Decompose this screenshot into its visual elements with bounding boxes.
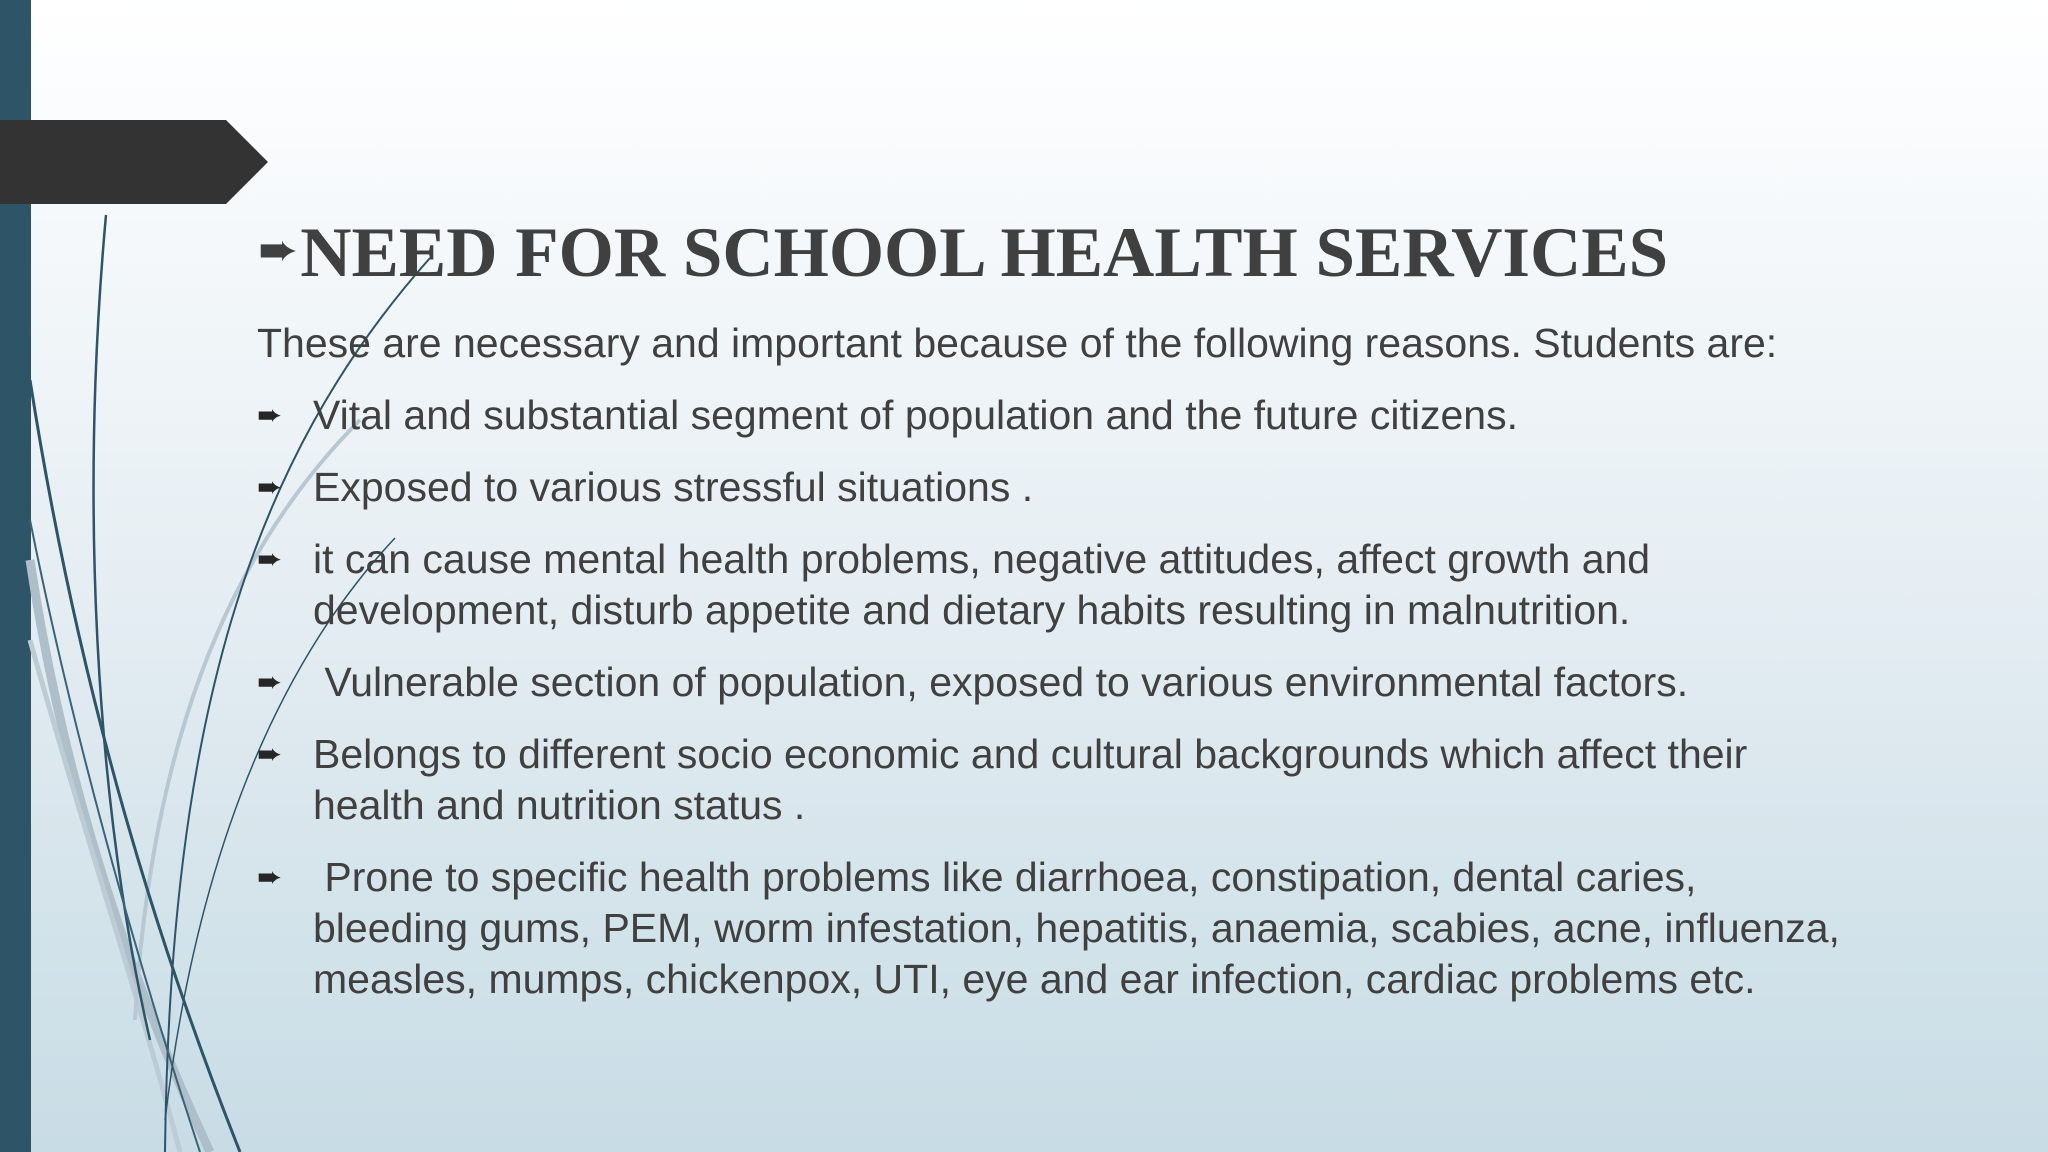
bullet-text: Vital and substantial segment of population and the future citizens. xyxy=(313,392,1518,438)
bullet-text: Prone to specific health problems like diarrhoea, constipation, dental caries, bleeding gums, PEM, worm infestation, hepatitis, anaemia, scabies, acne, influenza, measles, mumps, chickenpox, UTI, eye and ear infection, cardiac problems etc. xyxy=(313,854,1852,1002)
slide-title xyxy=(258,205,1668,298)
decor-curve-dark-2 xyxy=(94,215,150,1040)
bullet-item xyxy=(257,462,1857,513)
decor-curve-light-1 xyxy=(30,560,210,1152)
bullet-item xyxy=(257,852,1857,1005)
arrow-bullet-icon: ➨ xyxy=(257,737,283,772)
bullet-item xyxy=(257,657,1857,708)
intro-text: These are necessary and important because of the following reasons. Students are: xyxy=(257,320,1778,366)
arrow-bullet-icon: ➨ xyxy=(258,222,299,278)
bullet-item xyxy=(257,534,1857,636)
bullet-text: Belongs to different socio economic and cultural backgrounds which affect their health and nutrition status . xyxy=(313,731,1748,828)
bullet-list xyxy=(257,390,1857,1026)
title-tab xyxy=(0,0,270,1152)
left-accent-bar xyxy=(0,0,31,1152)
decor-curve-dark-4 xyxy=(30,520,200,1152)
arrow-bullet-icon: ➨ xyxy=(257,470,283,505)
bullet-text: it can cause mental health problems, negative attitudes, affect growth and development, disturb appetite and dietary habits resulting in malnutrition. xyxy=(313,536,1651,633)
arrow-bullet-icon: ➨ xyxy=(257,398,283,433)
bullet-text: Exposed to various stressful situations . xyxy=(313,464,1034,510)
bullet-item xyxy=(257,390,1857,441)
arrow-bullet-icon: ➨ xyxy=(257,542,283,577)
arrow-bullet-icon: ➨ xyxy=(257,860,283,895)
bullet-text: Vulnerable section of population, exposed to various environmental factors. xyxy=(313,659,1689,705)
slide-title-text: NEED FOR SCHOOL HEALTH SERVICES xyxy=(300,214,1669,292)
bullet-item xyxy=(257,729,1857,831)
decor-curve-dark-1 xyxy=(30,380,240,1152)
decor-curve-light-2 xyxy=(30,640,180,1152)
arrow-bullet-icon: ➨ xyxy=(257,665,283,700)
